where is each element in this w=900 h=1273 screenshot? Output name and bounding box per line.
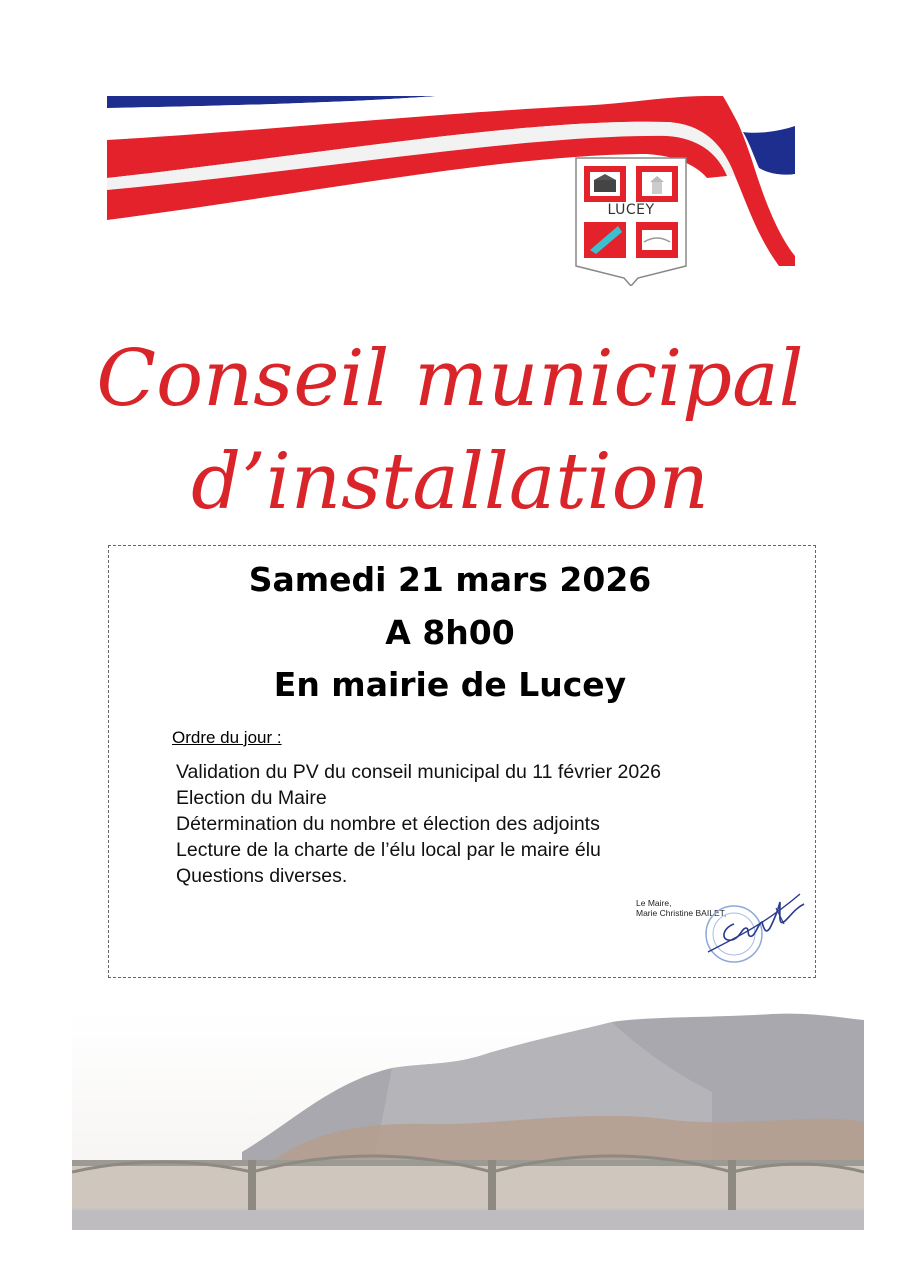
signature-name: Marie Christine BAILET, — [636, 908, 727, 918]
signature-stamp-image — [700, 888, 810, 968]
mountain-bridge-landscape-image — [72, 1012, 864, 1230]
agenda-list — [176, 759, 661, 889]
agenda-item: Validation du PV du conseil municipal du 11 février 2026 — [176, 761, 661, 783]
event-place: En mairie de Lucey — [273, 665, 627, 704]
tricolour-ribbon-image — [107, 96, 795, 266]
title-line-2: d’installation — [191, 437, 709, 527]
signature-title: Le Maire, — [636, 898, 672, 908]
agenda-item: Détermination du nombre et élection des adjoints — [176, 813, 600, 835]
event-date: Samedi 21 mars 2026 — [248, 560, 652, 599]
agenda-item: Election du Maire — [176, 787, 327, 809]
agenda-item: Lecture de la charte de l’élu local par le maire élu — [176, 839, 601, 861]
agenda-heading: Ordre du jour : — [172, 728, 282, 747]
agenda-item: Questions diverses. — [176, 865, 348, 887]
event-time: A 8h00 — [385, 613, 515, 652]
title-line-1: Conseil municipal — [96, 334, 804, 424]
crest-shield-icon — [574, 156, 688, 286]
lucey-crest — [574, 156, 688, 286]
crest-name: LUCEY — [607, 202, 655, 218]
